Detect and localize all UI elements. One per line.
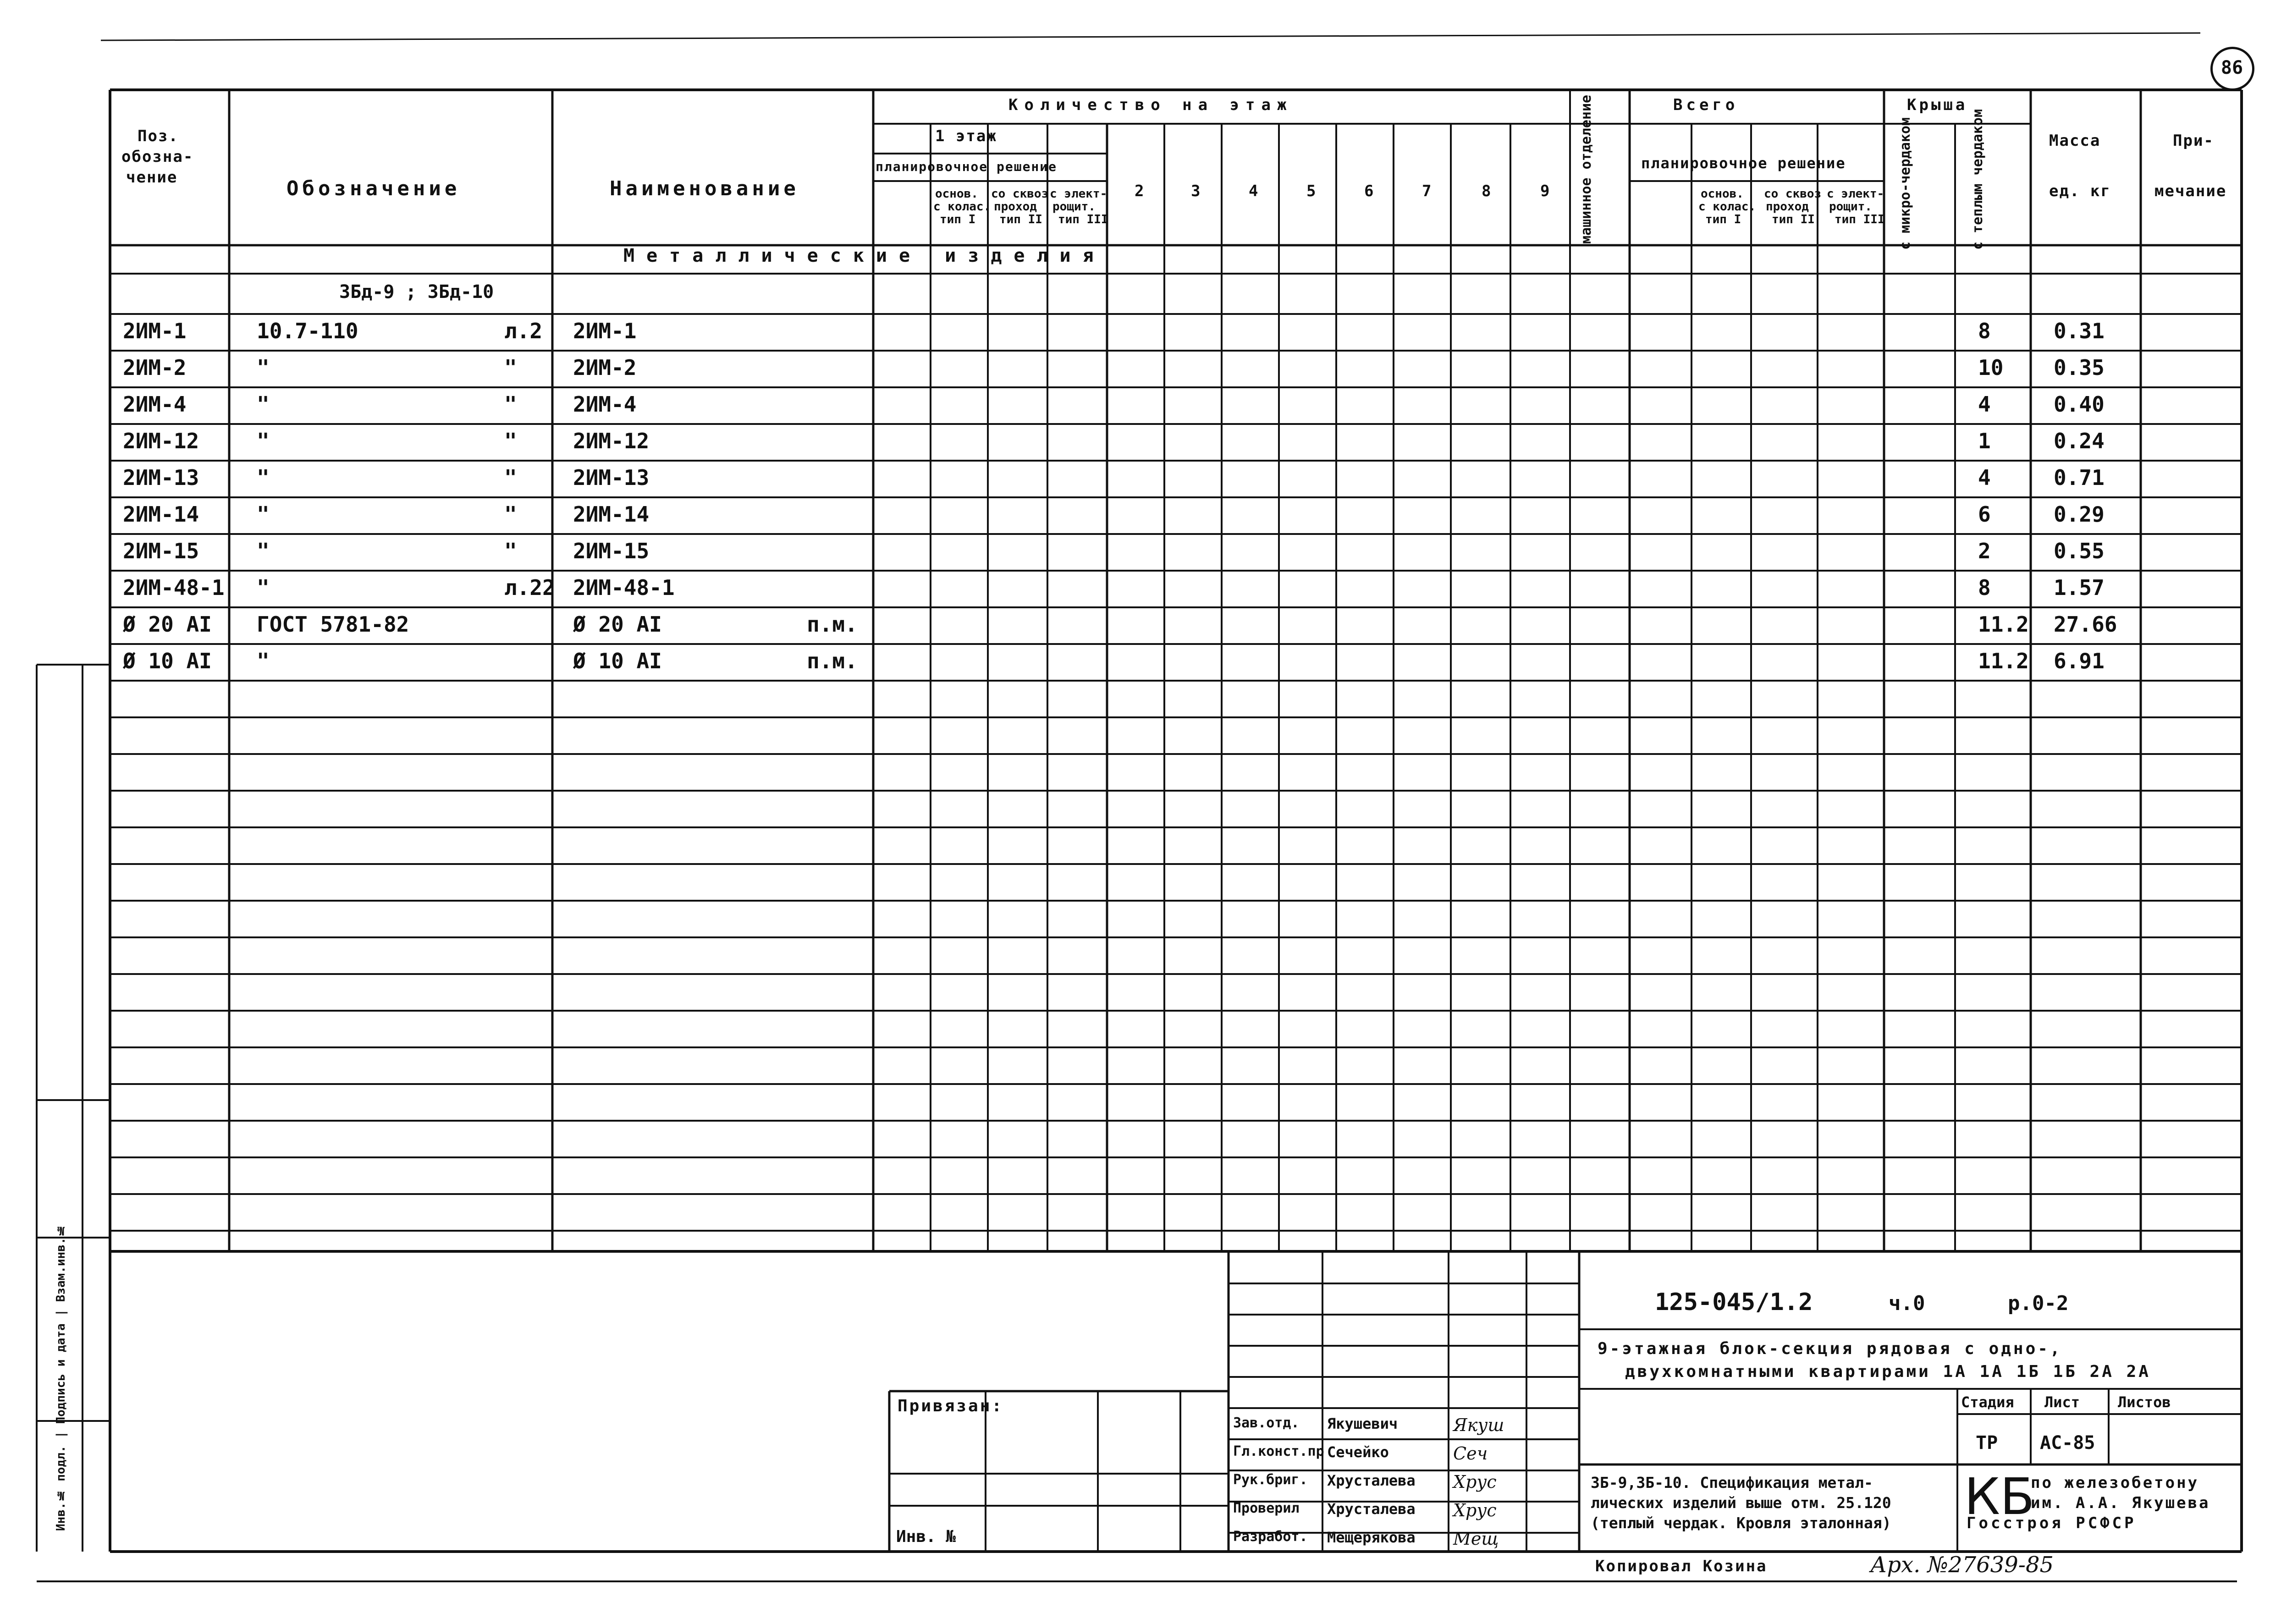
cell-qty: 10 [1978, 355, 2004, 380]
cell-mass: 1.57 [2054, 575, 2105, 600]
role-label: Гл.конст.пр [1233, 1443, 1324, 1459]
cell-designation-sheet: " [504, 539, 517, 563]
header-pos-2: обозна- [121, 148, 194, 166]
section-title: Металлические изделия [623, 245, 1106, 266]
header-name: Наименование [610, 177, 799, 200]
role-signature: Хрус [1453, 1472, 1497, 1492]
role-label: Зав.отд. [1233, 1415, 1300, 1431]
privyazan-label: Привязан: [898, 1397, 1004, 1415]
cell-name: 2ИМ-48-1 [573, 575, 675, 600]
header-machine-room: машинное отделение [1578, 94, 1594, 244]
header-total-sub1-b: с колас. [1698, 200, 1756, 214]
header-total-sub1-a: основ. [1701, 187, 1744, 201]
header-sub2-a: со сквоз [991, 187, 1049, 201]
cell-mass: 0.29 [2054, 502, 2105, 527]
header-roof-warm: с теплым чердаком [1970, 109, 1986, 250]
cell-qty: 11.2 [1978, 612, 2029, 637]
sheet-top-line [101, 33, 2200, 40]
cell-mass: 0.31 [2054, 319, 2105, 343]
header-total-planning: планировочное решение [1641, 154, 1846, 172]
cell-pos: 2ИМ-2 [123, 355, 187, 380]
copied-by: Копировал Козина [1595, 1557, 1768, 1575]
role-person: Хрусталева [1327, 1472, 1416, 1489]
cell-designation: " [257, 392, 270, 417]
role-person: Сечейко [1327, 1443, 1389, 1461]
role-label: Проверил [1233, 1500, 1300, 1516]
header-qty-per-floor: Количество на этаж [1008, 96, 1293, 114]
role-person: Хрусталева [1327, 1500, 1416, 1518]
cell-mass: 0.35 [2054, 355, 2105, 380]
header-sub2-b: проход [994, 200, 1037, 214]
cell-designation: " [257, 649, 270, 673]
header-total-sub3-b: рощит. [1829, 200, 1872, 214]
cell-name: 2ИМ-14 [573, 502, 650, 527]
org-line-3: Госстроя РСФСР [1967, 1514, 2137, 1532]
left-stamp-text: Инв.№ подл. | Подпись и дата | Взам.инв.№ [54, 1223, 68, 1531]
cell-mass: 0.24 [2054, 429, 2105, 453]
cell-designation: " [257, 429, 270, 453]
header-total-sub2-b: проход [1766, 200, 1809, 214]
cell-designation: " [257, 502, 270, 527]
header-sub1-c: тип I [940, 213, 976, 226]
doc-part: ч.0 [1889, 1292, 1925, 1315]
header-planning: планировочное решение [876, 159, 1058, 174]
cell-pos: 2ИМ-4 [123, 392, 187, 417]
header-pos-1: Поз. [138, 127, 179, 145]
role-signature: Якуш [1453, 1415, 1504, 1435]
header-total: Всего [1673, 96, 1739, 114]
header-total-sub2-a: со сквоз [1764, 187, 1822, 201]
cell-qty: 8 [1978, 319, 1991, 343]
org-logo: КБ [1964, 1467, 2035, 1526]
header-sub3-b: рощит. [1052, 200, 1096, 214]
org-line-1: по железобетону [2031, 1474, 2199, 1492]
header-total-sub2-c: тип II [1772, 213, 1815, 226]
role-label: Рук.бриг. [1233, 1472, 1308, 1488]
sheet-number: 86 [2220, 57, 2243, 78]
role-signature: Хрус [1453, 1500, 1497, 1520]
org-line-2: им. А.А. Якушева [2031, 1494, 2210, 1512]
cell-mass: 27.66 [2054, 612, 2117, 637]
header-sub3-c: тип III [1058, 213, 1108, 226]
header-roof: Крыша [1907, 96, 1968, 114]
sheet-value: АС-85 [2040, 1432, 2095, 1453]
cell-name: Ø 10 AI [573, 649, 662, 673]
header-note-1: При- [2173, 132, 2214, 150]
header-floor-8: 8 [1482, 182, 1492, 200]
cell-pos: 2ИМ-13 [123, 465, 199, 490]
cell-pos: 2ИМ-12 [123, 429, 199, 453]
cell-name: 2ИМ-2 [573, 355, 637, 380]
cell-name: Ø 20 AI [573, 612, 662, 637]
header-total-sub1-c: тип I [1705, 213, 1741, 226]
cell-designation: " [257, 465, 270, 490]
cell-name: 2ИМ-15 [573, 539, 650, 563]
cell-qty: 8 [1978, 575, 1991, 600]
header-floor-7: 7 [1422, 182, 1432, 200]
cell-unit: п.м. [807, 649, 858, 673]
section-subtitle: 3Бд-9 ; 3Бд-10 [339, 281, 494, 303]
doc-rev: р.0-2 [2008, 1292, 2069, 1315]
header-floor-3: 3 [1191, 182, 1201, 200]
cell-designation-sheet: " [504, 355, 517, 380]
cell-pos: 2ИМ-48-1 [123, 575, 225, 600]
role-label: Разработ. [1233, 1529, 1308, 1545]
header-sub1-b: с колас. [933, 200, 991, 214]
cell-qty: 11.2 [1978, 649, 2029, 673]
cell-designation-sheet: " [504, 392, 517, 417]
cell-designation: 10.7-110 [257, 319, 358, 343]
header-pos-3: чение [126, 168, 178, 187]
cell-qty: 4 [1978, 392, 1991, 417]
cell-pos: Ø 20 AI [123, 612, 212, 637]
sheet-title-2: лических изделий выше отм. 25.120 [1591, 1494, 1891, 1512]
cell-designation-sheet: л.22 [504, 575, 555, 600]
cell-mass: 0.71 [2054, 465, 2105, 490]
cell-designation: " [257, 355, 270, 380]
header-floor-9: 9 [1540, 182, 1551, 200]
doc-code: 125-045/1.2 [1655, 1288, 1813, 1316]
cell-qty: 1 [1978, 429, 1991, 453]
project-title-1: 9-этажная блок-секция рядовая с одно-, [1598, 1339, 2062, 1358]
header-sub1-a: основ. [935, 187, 978, 201]
cell-pos: Ø 10 AI [123, 649, 212, 673]
header-note-2: мечание [2154, 182, 2227, 200]
cell-designation-sheet: л.2 [504, 319, 543, 343]
header-sub2-c: тип II [999, 213, 1042, 226]
header-total-sub3-c: тип III [1835, 213, 1885, 226]
cell-mass: 0.55 [2054, 539, 2105, 563]
header-mass-2: ед. кг [2049, 182, 2111, 200]
cell-designation-sheet: " [504, 429, 517, 453]
header-floor-4: 4 [1249, 182, 1259, 200]
role-signature: Мещ [1453, 1529, 1499, 1549]
cell-mass: 6.91 [2054, 649, 2105, 673]
header-mass-1: Масса [2049, 132, 2101, 150]
sheets-label: Листов [2118, 1393, 2171, 1411]
sheet-title-3: (теплый чердак. Кровля эталонная) [1591, 1514, 1891, 1532]
cell-designation: ГОСТ 5781-82 [257, 612, 409, 637]
header-roof-micro: с микро-чердаком [1897, 117, 1913, 250]
cell-pos: 2ИМ-14 [123, 502, 199, 527]
header-total-sub3-a: с элект- [1827, 187, 1884, 201]
header-floor-6: 6 [1364, 182, 1375, 200]
sheet-title-1: 3Б-9,3Б-10. Спецификация метал- [1591, 1474, 1873, 1492]
stage-value: ТР [1976, 1432, 1998, 1453]
cell-mass: 0.40 [2054, 392, 2105, 417]
archive-number: Арх. №27639-85 [1870, 1552, 2054, 1578]
header-floor-5: 5 [1306, 182, 1317, 200]
cell-pos: 2ИМ-15 [123, 539, 199, 563]
cell-pos: 2ИМ-1 [123, 319, 187, 343]
header-sub3-a: с элект- [1050, 187, 1107, 201]
cell-qty: 2 [1978, 539, 1991, 563]
role-person: Якушевич [1327, 1415, 1398, 1432]
sheet-label: Лист [2044, 1393, 2080, 1411]
stage-label: Стадия [1961, 1393, 2014, 1411]
cell-designation-sheet: " [504, 465, 517, 490]
header-floor-2: 2 [1135, 182, 1145, 200]
header-floor1: 1 этаж [935, 127, 997, 145]
cell-name: 2ИМ-13 [573, 465, 650, 490]
cell-name: 2ИМ-4 [573, 392, 637, 417]
cell-name: 2ИМ-12 [573, 429, 650, 453]
cell-unit: п.м. [807, 612, 858, 637]
header-designation: Обозначение [286, 177, 461, 200]
role-person: Мещерякова [1327, 1529, 1416, 1546]
cell-designation: " [257, 539, 270, 563]
cell-qty: 6 [1978, 502, 1991, 527]
cell-name: 2ИМ-1 [573, 319, 637, 343]
inv-label: Инв. № [896, 1527, 956, 1546]
cell-designation: " [257, 575, 270, 600]
cell-designation-sheet: " [504, 502, 517, 527]
role-signature: Сеч [1453, 1443, 1488, 1464]
cell-qty: 4 [1978, 465, 1991, 490]
project-title-2: двухкомнатными квартирами 1А 1А 1Б 1Б 2А 2А [1625, 1362, 2151, 1381]
